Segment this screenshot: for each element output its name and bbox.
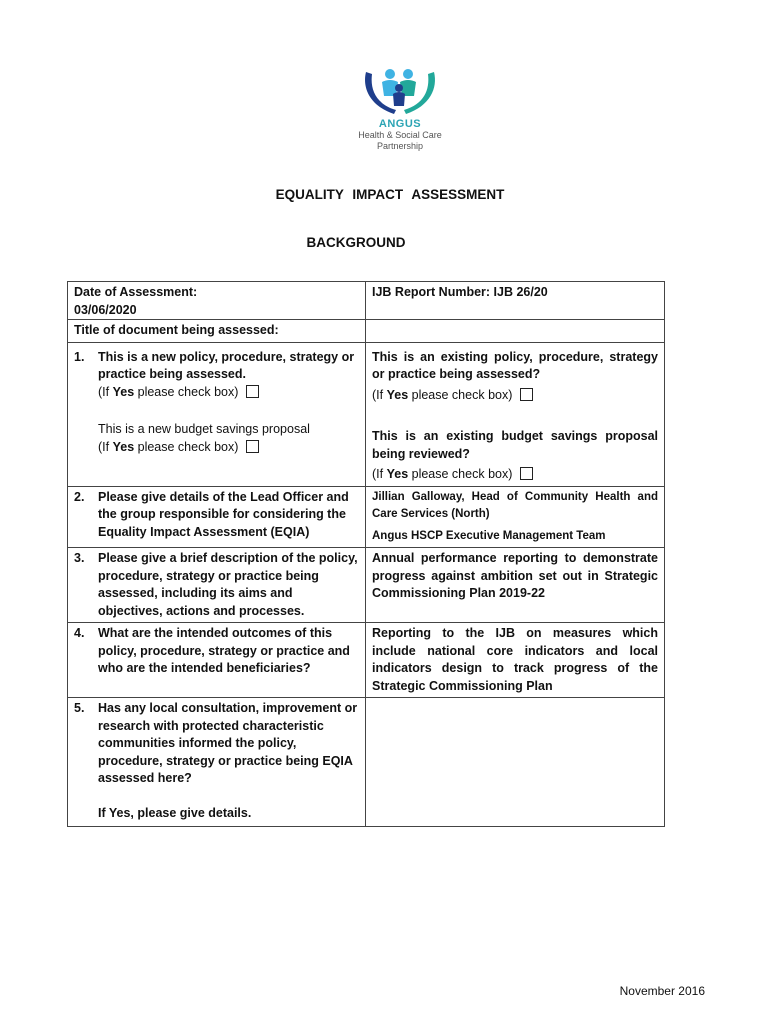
page-title: EQUALITY IMPACT ASSESSMENT <box>275 187 505 202</box>
table-row <box>68 548 665 623</box>
date-cell <box>68 282 366 320</box>
q5-answer-cell[interactable] <box>366 698 665 827</box>
q1-check-line: (If Yes please check box) <box>98 384 359 402</box>
q2-answer-1: Jillian Galloway, Head of Community Health and Care Services (North) <box>372 490 658 520</box>
footer-date: November 2016 <box>619 984 705 998</box>
q4-number: 4. <box>74 626 85 640</box>
q5-text: Has any local consultation, improvement or research with protected characteristic communities informed the policy, procedure, strategy or practice being EQIA assessed here? <box>98 701 358 785</box>
q1-budget-check-line: (If Yes please check box) <box>98 439 359 457</box>
q1-cell <box>68 342 366 486</box>
table-row <box>68 623 665 698</box>
logo-line-2: Partnership <box>376 141 424 151</box>
q1-budget-text: This is a new budget savings proposal <box>98 422 310 436</box>
q2-text: Please give details of the Lead Officer and the group responsible for considering the Equality Impact Assessment (EQIA) <box>98 489 349 539</box>
q4-cell <box>68 623 366 698</box>
new-budget-checkbox[interactable] <box>246 440 259 453</box>
q2-answer-cell <box>366 486 665 548</box>
q1-existing-budget-check-line: (If Yes please check box) <box>372 466 658 484</box>
q1-existing-text: This is an existing policy, procedure, strategy or practice being assessed? <box>372 349 658 381</box>
q1-number: 1. <box>74 349 85 364</box>
existing-policy-checkbox[interactable] <box>520 388 533 401</box>
q4-text: What are the intended outcomes of this policy, procedure, strategy or practice and who are the intended beneficiaries? <box>98 626 350 675</box>
doc-title-value-cell <box>366 320 665 343</box>
q4-answer: Reporting to the IJB on measures which include national core indicators and local indicators design to track progress of the Strategic Commissioning Plan <box>372 626 658 693</box>
q1-answer-cell <box>366 342 665 486</box>
doc-title-label: Title of document being assessed: <box>74 323 279 337</box>
q5-followup: If Yes, please give details. <box>98 805 252 820</box>
q3-answer: Annual performance reporting to demonstrate progress against ambition set out in Strategic Commissioning Plan 2019-22 <box>372 551 658 600</box>
partnership-hands-icon <box>360 66 440 118</box>
q1-existing-check-line: (If Yes please check box) <box>372 387 658 405</box>
section-title: BACKGROUND <box>306 235 406 250</box>
existing-budget-checkbox[interactable] <box>520 467 533 480</box>
table-row <box>68 698 665 827</box>
q2-number: 2. <box>74 489 85 504</box>
ijb-report-number: IJB Report Number: IJB 26/20 <box>372 285 548 299</box>
q3-number: 3. <box>74 551 85 565</box>
q1-existing-budget-text: This is an existing budget savings proposal being reviewed? <box>372 429 658 461</box>
q4-answer-cell <box>366 623 665 698</box>
table-row <box>68 320 665 343</box>
logo-line-1: Health & Social Care <box>358 130 442 140</box>
q3-cell <box>68 548 366 623</box>
q2-answer-2: Angus HSCP Executive Management Team <box>372 529 606 542</box>
table-row <box>68 486 665 548</box>
q1-text: This is a new policy, procedure, strategy or practice being assessed. <box>98 349 355 381</box>
q5-number: 5. <box>74 701 85 715</box>
ijb-cell <box>366 282 665 320</box>
doc-title-cell <box>68 320 366 343</box>
new-policy-checkbox[interactable] <box>246 385 259 398</box>
angus-hscp-logo <box>350 66 450 160</box>
q5-cell <box>68 698 366 827</box>
date-label: Date of Assessment: <box>74 285 198 299</box>
q2-cell <box>68 486 366 548</box>
q3-text: Please give a brief description of the policy, procedure, strategy or practice being assessed, including its aims and objectives, actions and processes. <box>98 551 358 618</box>
date-value: 03/06/2020 <box>74 302 137 317</box>
q3-answer-cell <box>366 548 665 623</box>
table-row <box>68 342 665 486</box>
table-row <box>68 282 665 320</box>
logo-brand: ANGUS <box>378 118 422 130</box>
assessment-table <box>67 281 665 827</box>
